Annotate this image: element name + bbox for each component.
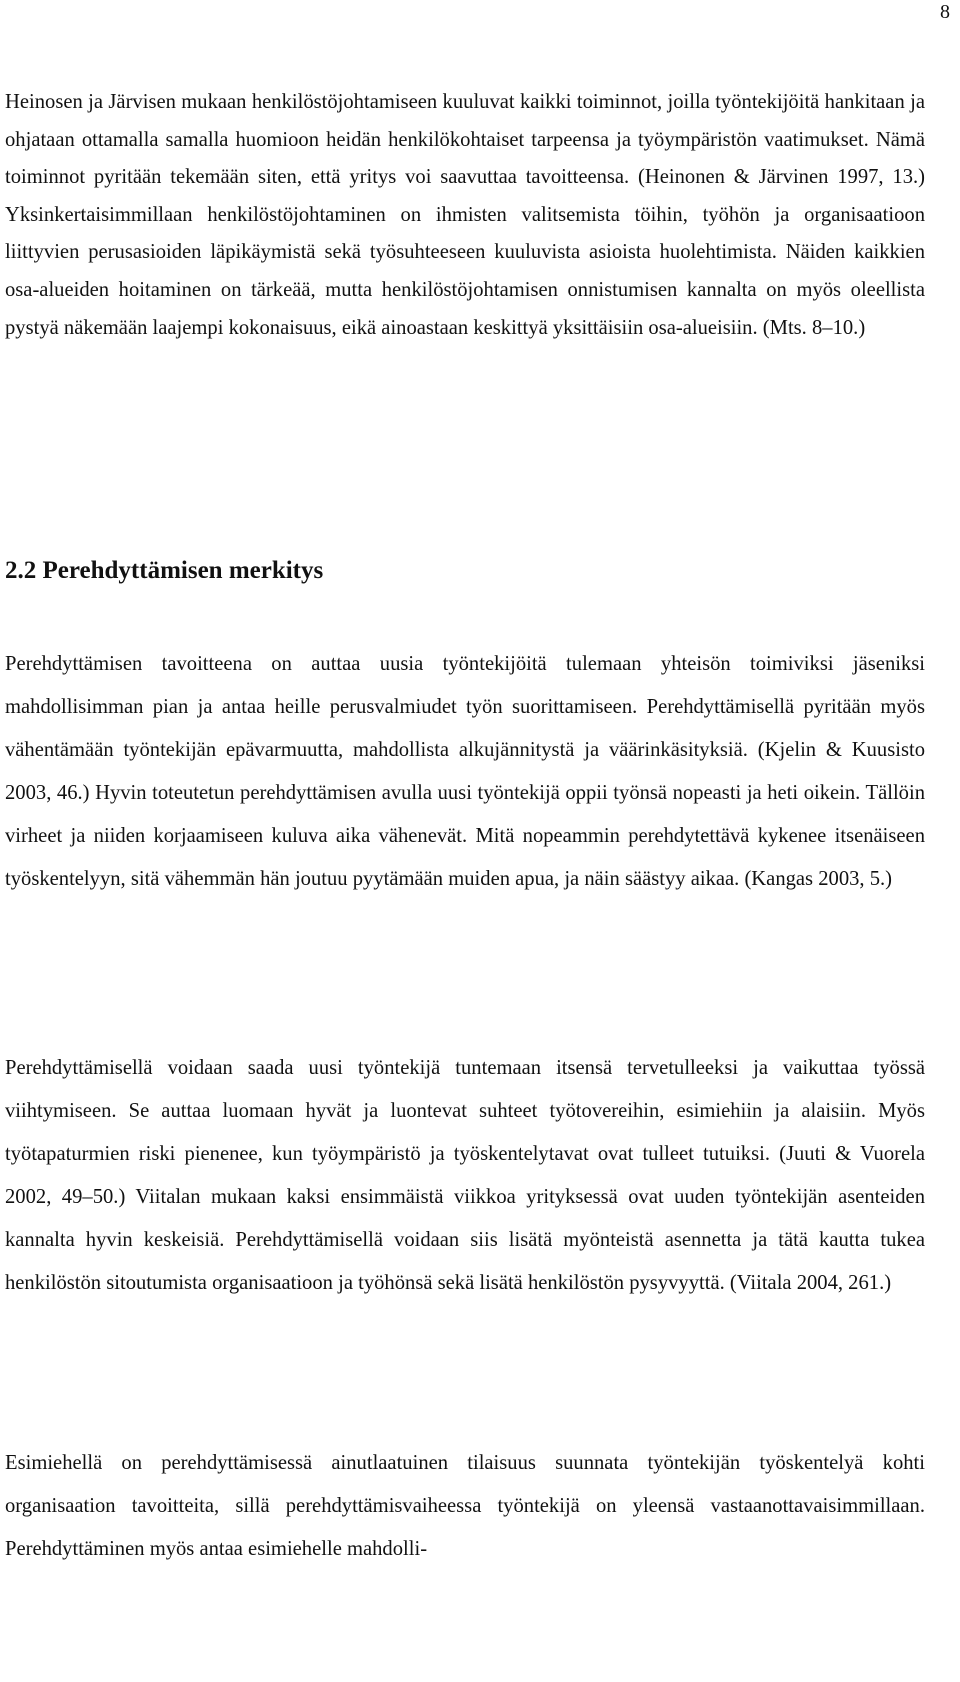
document-body	[5, 84, 925, 1560]
paragraph-perehdyttamisen-hyodyt: Perehdyttämisellä voidaan saada uusi työntekijä tuntemaan itsensä tervetulleeksi ja vaikuttaa työssä viihtymiseen. Se auttaa luomaan hyvät ja luontevat suhteet työtovereihin, esimiehiin ja alaisiin. Myös työtapaturmien riski pienenee, kun työympäristö ja työskentelytavat ovat tulleet tutuiksi. (Juuti & Vuorela 2002, 49–50.) Viitalan mukaan kaksi ensimmäistä viikkoa yrityksessä ovat uuden työntekijän asenteiden kannalta hyvin keskeisiä. Perehdyttämisellä voidaan siis lisätä myönteistä asennetta ja tätä kautta tukea henkilöstön sitoutumista organisaatioon ja työhönsä sekä lisätä henkilöstön pysyvyyttä. (Viitala 2004, 261.)	[5, 1057, 925, 1294]
paragraph-henkilostojohtaminen: Heinosen ja Järvisen mukaan henkilöstöjohtamiseen kuuluvat kaikki toiminnot, joilla työntekijöitä hankitaan ja ohjataan ottamalla samalla huomioon heidän henkilökohtaiset tarpeensa ja työympäristön vaatimukset. Nämä toiminnot pyritään tekemään siten, että yritys voi saavuttaa tavoitteensa. (Heinonen & Järvinen 1997, 13.) Yksinkertaisimmillaan henkilöstöjohtaminen on ihmisten valitsemista töihin, työhön ja organisaatioon liittyvien perusasioiden läpikäymistä sekä työsuhteeseen kuuluvista asioista huolehtimista. Näiden kaikkien osa-alueiden hoitaminen on tärkeää, mutta henkilöstöjohtamisen onnistumisen kannalta on myös oleellista pystyä näkemään laajempi kokonaisuus, eikä ainoastaan keskittyä yksittäisiin osa-alueisiin. (Mts. 8–10.)	[5, 91, 925, 339]
section-heading: 2.2 Perehdyttämisen merkitys	[5, 557, 324, 584]
paragraph-esimiehen-rooli: Esimiehellä on perehdyttämisessä ainutlaatuinen tilaisuus suunnata työntekijän työskentelyä kohti organisaation tavoitteita, sillä perehdyttämisvaiheessa työntekijä on yleensä vastaanottavaisimmillaan. Perehdyttäminen myös antaa esimiehelle mahdolli-	[5, 1452, 925, 1560]
page-number: 8	[940, 1, 950, 23]
paragraph-perehdyttamisen-tavoite: Perehdyttämisen tavoitteena on auttaa uusia työntekijöitä tulemaan yhteisön toimiviksi jäseniksi mahdollisimman pian ja antaa heille perusvalmiudet työn suorittamiseen. Perehdyttämisellä pyritään myös vähentämään työntekijän epävarmuutta, mahdollista alkujännitystä ja väärinkäsityksiä. (Kjelin & Kuusisto 2003, 46.) Hyvin toteutetun perehdyttämisen avulla uusi työntekijä oppii työnsä nopeasti ja heti oikein. Tällöin virheet ja niiden korjaamiseen kuluva aika vähenevät. Mitä nopeammin perehdytettävä kykenee itsenäiseen työskentelyyn, sitä vähemmän hän joutuu pyytämään muiden apua, ja näin säästyy aikaa. (Kangas 2003, 5.)	[5, 653, 925, 890]
